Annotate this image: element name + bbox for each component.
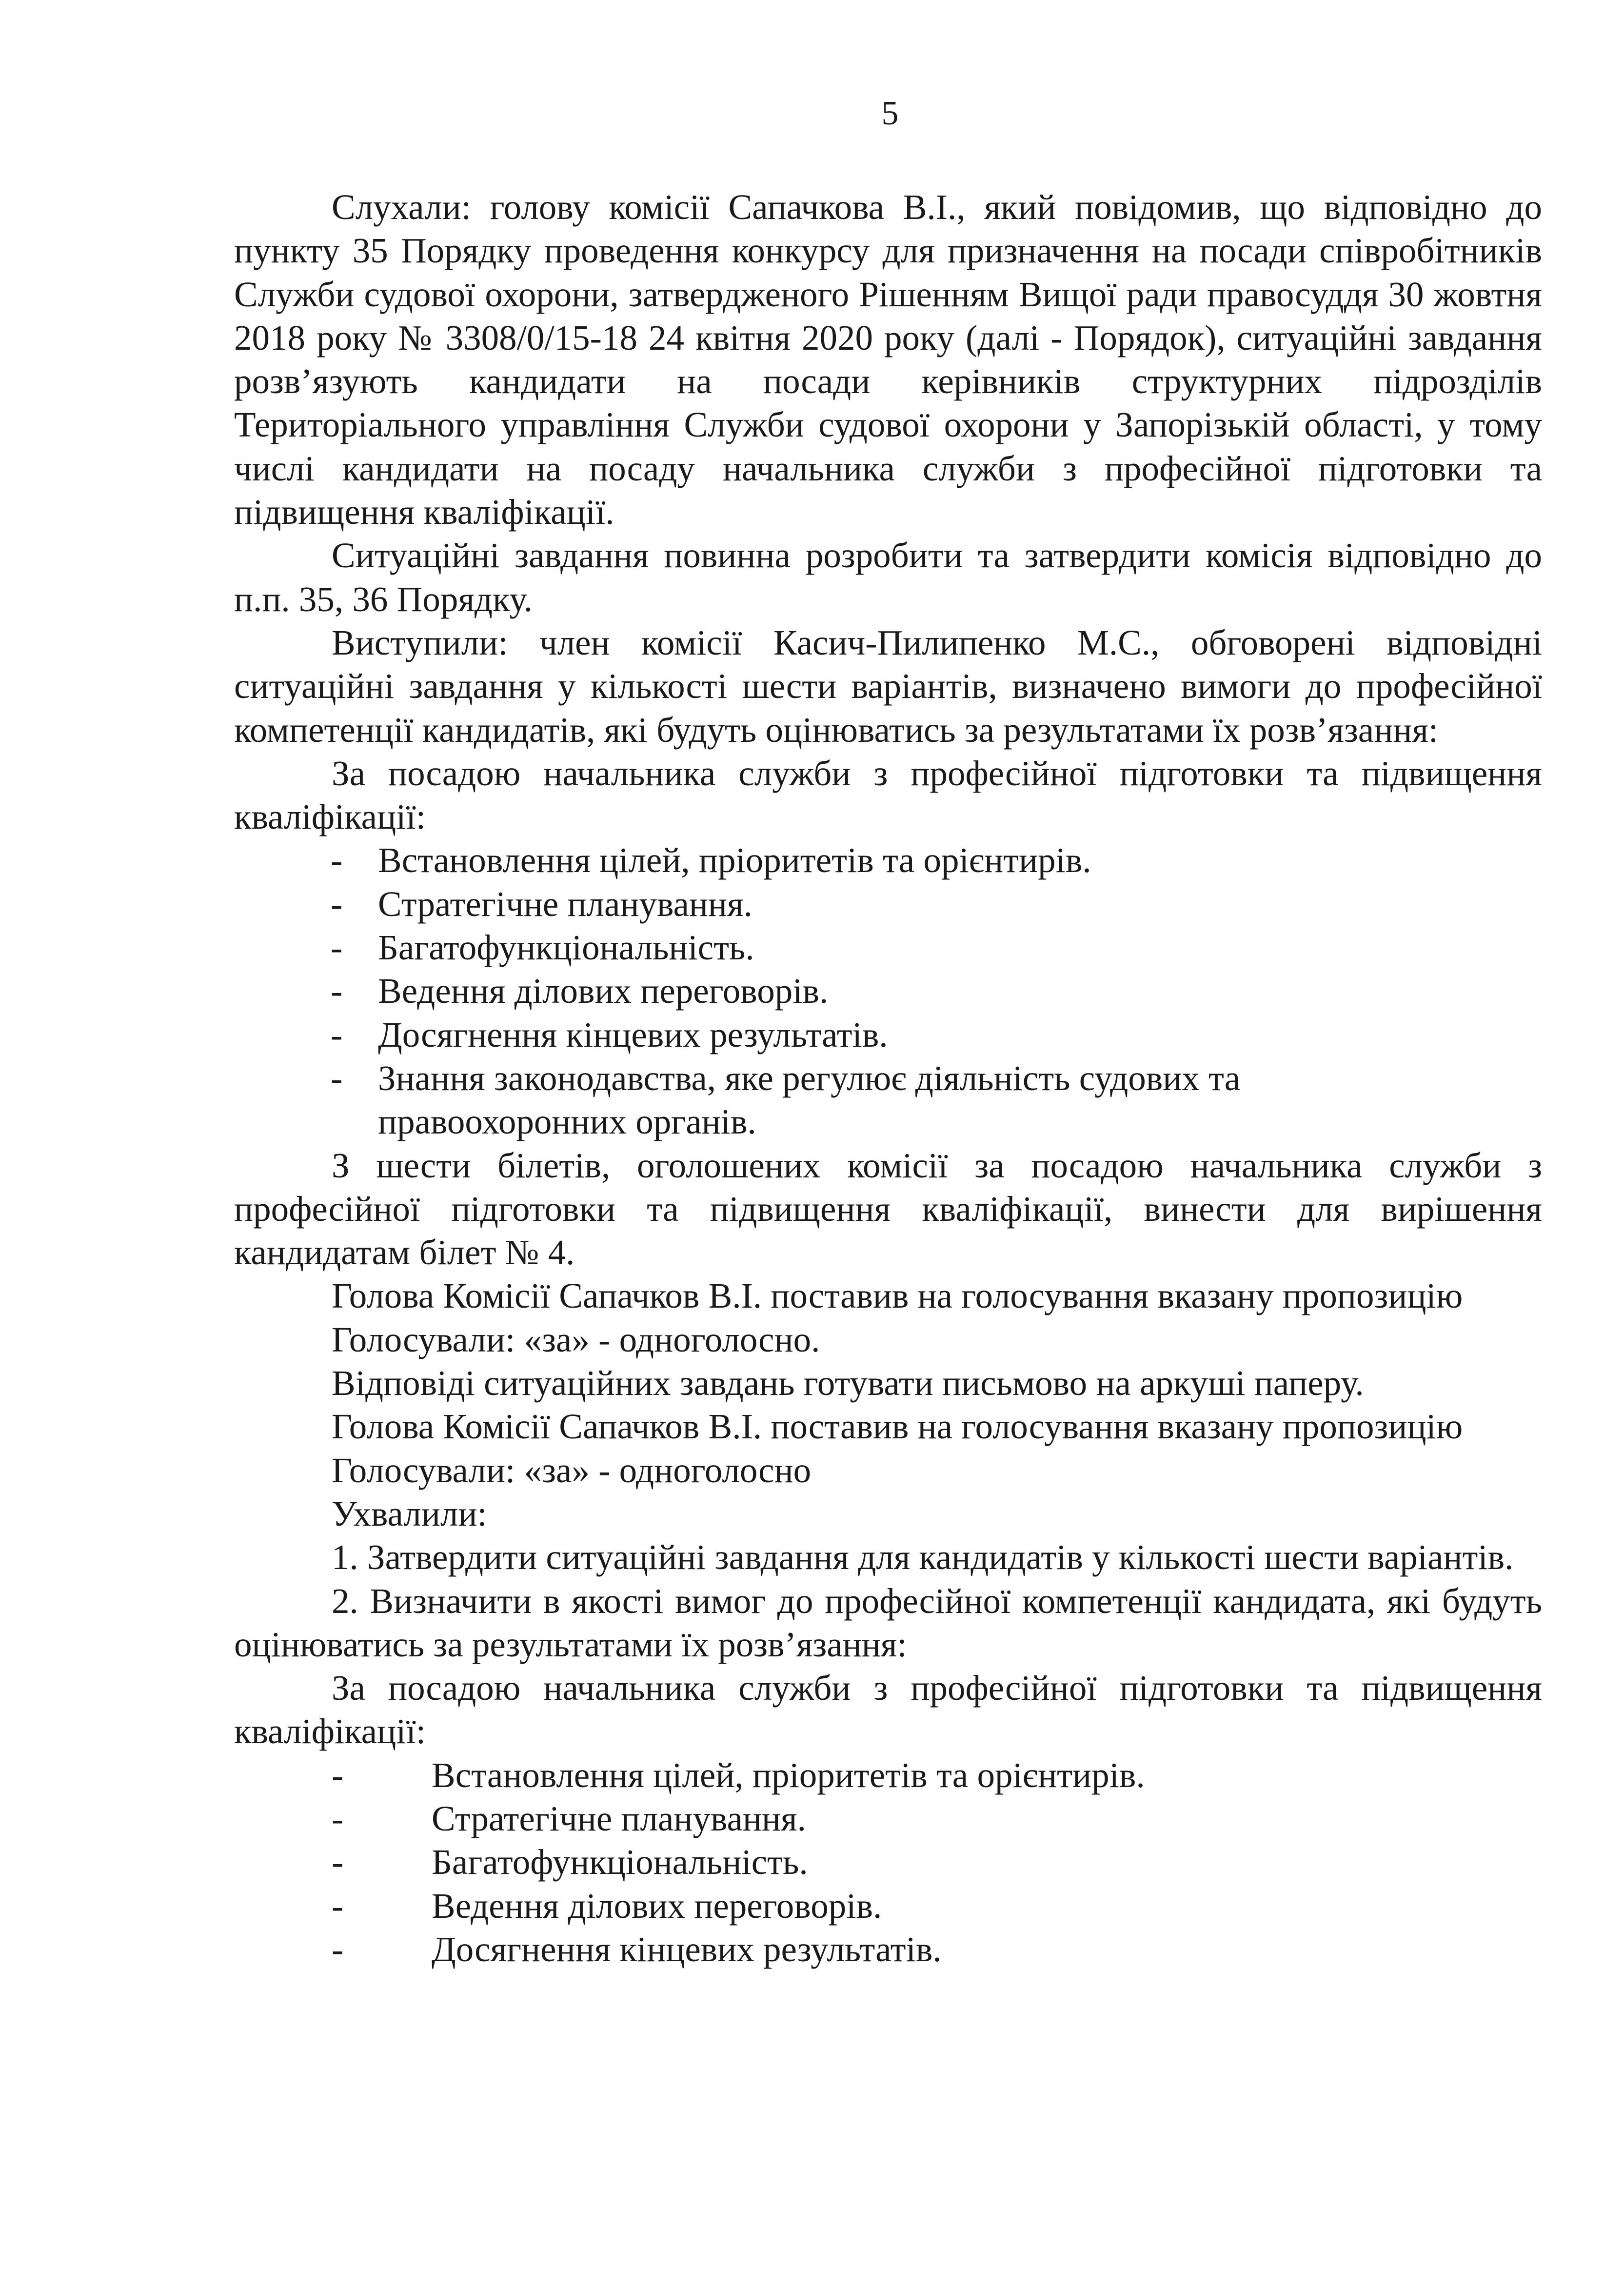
paragraph-answers-format: Відповіді ситуаційних завдань готувати письмово на аркуші паперу. [332, 1363, 1364, 1403]
list-dash: - [332, 1798, 344, 1838]
paragraph-vote-proposal-2: Голова Комісії Сапачков В.І. поставив на голосування вказану пропозицію [332, 1407, 1463, 1447]
list-item [234, 882, 1542, 926]
list-dash: - [332, 1929, 344, 1969]
list-item-text: Знання законодавства, яке регулює діяльність судових та правоохоронних органів. [378, 1058, 1241, 1142]
list-item-text: Досягнення кінцевих результатів. [378, 1015, 888, 1054]
list-dash: - [332, 1886, 344, 1926]
list-dash: - [331, 884, 343, 924]
list-item [234, 926, 1542, 969]
list-item [234, 1884, 1542, 1928]
list-item-text: Стратегічне планування. [432, 1798, 806, 1838]
list-dash: - [331, 840, 343, 880]
paragraph-ticket-choice: З шести білетів, оголошених комісії за посадою начальника служби з професійної підготовки та підвищення кваліфікації, винести для вирішення кандидатам білет № 4. [234, 1145, 1542, 1273]
page-number: 5 [881, 95, 899, 132]
paragraph-position-heading: За посадою начальника служби з професійної підготовки та підвищення кваліфікації: [234, 753, 1542, 837]
paragraph-speakers: Виступили: член комісії Касич-Пилипенко М.С., обговорені відповідні ситуаційні завдання у кількості шести варіантів, визначено вимоги до професійної компетенції кандидатів, які будуть оцінюватись за результатами їх розв’язання: [234, 622, 1542, 750]
list-item [234, 1928, 1542, 1971]
paragraph-vote-result-2: Голосували: «за» - одноголосно [332, 1450, 812, 1490]
competence-list [234, 838, 1542, 1143]
list-dash: - [332, 1842, 344, 1882]
paragraph-heard: Слухали: голову комісії Сапачкова В.І., який повідомив, що відповідно до пункту 35 Порядку проведення конкурсу для призначення на посади співробітників Служби судової охорони, затвердженого Рішенням Вищої ради правосуддя 30 жовтня 2018 року № 3308/0/15-18 24 квітня 2020 року (далі - Порядок), ситуаційні завдання розв’язують кандидати на посади керівників структурних підрозділів Територіального управління Служби судової охорони у Запорізькій області, у тому числі кандидати на посаду начальника служби з професійної підготовки та підвищення кваліфікації. [234, 187, 1542, 532]
list-dash: - [331, 971, 343, 1011]
paragraph-vote-proposal-1: Голова Комісії Сапачков В.І. поставив на голосування вказану пропозицію [332, 1276, 1463, 1316]
paragraph-position-heading-2: За посадою начальника служби з професійної підготовки та підвищення кваліфікації: [234, 1668, 1542, 1751]
list-item-text: Багатофункціональність. [432, 1842, 808, 1882]
paragraph-resolution-1: 1. Затвердити ситуаційні завдання для кандидатів у кількості шести варіантів. [332, 1537, 1514, 1577]
list-item [234, 838, 1542, 882]
list-item [234, 1056, 1542, 1144]
paragraph-resolved: Ухвалили: [332, 1493, 487, 1533]
competence-list-2 [234, 1753, 1542, 1971]
document-body [234, 185, 1542, 1971]
list-item [234, 1753, 1542, 1797]
paragraph-vote-result-1: Голосували: «за» - одноголосно. [332, 1319, 820, 1359]
list-item-text: Встановлення цілей, пріоритетів та орієнтирів. [378, 840, 1091, 880]
list-item-text: Ведення ділових переговорів. [378, 971, 829, 1011]
list-item [234, 1013, 1542, 1056]
list-dash: - [331, 1015, 343, 1054]
list-item-text: Стратегічне планування. [378, 884, 753, 924]
list-item [234, 969, 1542, 1013]
list-item-text: Ведення ділових переговорів. [432, 1886, 882, 1926]
paragraph-tasks-approval: Ситуаційні завдання повинна розробити та затвердити комісія відповідно до п.п. 35, 36 Порядку. [234, 536, 1542, 619]
list-item-text: Встановлення цілей, пріоритетів та орієнтирів. [432, 1755, 1145, 1795]
list-item-text: Багатофункціональність. [378, 928, 754, 968]
list-dash: - [332, 1755, 344, 1795]
list-item [234, 1797, 1542, 1840]
paragraph-resolution-2: 2. Визначити в якості вимог до професійної компетенції кандидата, які будуть оцінюватись за результатами їх розв’язання: [234, 1581, 1542, 1664]
list-item-text: Досягнення кінцевих результатів. [432, 1929, 942, 1969]
list-item [234, 1840, 1542, 1884]
list-dash: - [331, 928, 343, 968]
list-dash: - [331, 1058, 343, 1098]
